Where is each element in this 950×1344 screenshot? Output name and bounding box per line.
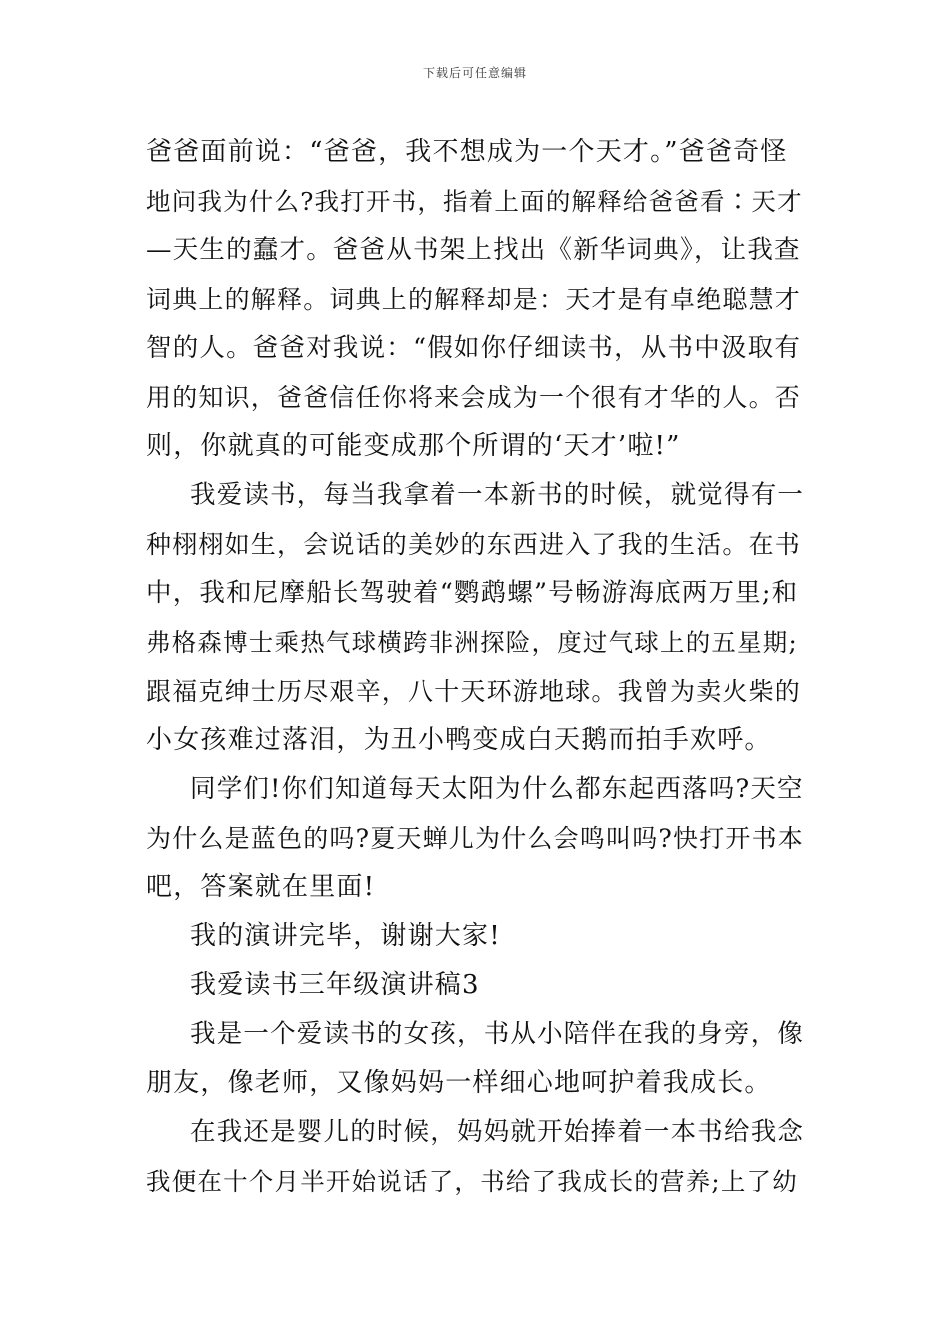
- text-line: 朋友，像老师，又像妈妈一样细心地呵护着我成长。: [146, 1068, 772, 1098]
- text-line: 我便在十个月半开始说话了，书给了我成长的营养;上了幼: [146, 1167, 798, 1196]
- text-line: 中，我和尼摩船长驾驶着“鹦鹉螺”号畅游海底两万里;和: [146, 578, 799, 608]
- page-header: 下载后可任意编辑: [422, 66, 527, 80]
- text-line: 用的知识，爸爸信任你将来会成为一个很有才华的人。否: [146, 383, 802, 412]
- text-line: 词典上的解释。词典上的解释却是：天才是有卓绝聪慧才: [146, 285, 802, 314]
- text-line: 种栩栩如生，会说话的美妙的东西进入了我的生活。在书: [146, 530, 802, 559]
- body-text: [146, 128, 806, 1206]
- text-line: 我爱读书，每当我拿着一本新书的时候，就觉得有一: [190, 480, 805, 510]
- text-line: 吧，答案就在里面!: [146, 872, 376, 902]
- text-line: 弗格森博士乘热气球横跨非洲探险，度过气球上的五星期;: [146, 628, 798, 657]
- text-line: 则，你就真的可能变成那个所谓的‘天才’啦!”: [146, 431, 681, 461]
- text-line: 我的演讲完毕，谢谢大家!: [190, 921, 501, 951]
- text-line: 爸爸面前说：“爸爸，我不想成为一个天才。”爸爸奇怪: [146, 137, 788, 167]
- section-title: 我爱读书三年级演讲稿3: [190, 970, 480, 1000]
- text-line: 在我还是婴儿的时候，妈妈就开始捧着一本书给我念: [190, 1117, 805, 1147]
- text-line: —天生的蠢才。爸爸从书架上找出《新华词典》，让我查: [146, 235, 801, 265]
- text-line: 智的人。爸爸对我说：“假如你仔细读书，从书中汲取有: [146, 333, 802, 363]
- text-line: 小女孩难过落泪，为丑小鸭变成白天鹅而拍手欢呼。: [146, 725, 772, 755]
- text-line: 为什么是蓝色的吗?夏天蝉儿为什么会鸣叫吗?快打开书本: [146, 824, 805, 853]
- text-line: 跟福克绅士历尽艰辛，八十天环游地球。我曾为卖火柴的: [146, 677, 802, 706]
- text-line: 地问我为什么?我打开书，指着上面的解释给爸爸看∶天才: [146, 187, 803, 216]
- text-line: 我是一个爱读书的女孩，书从小陪伴在我的身旁，像: [190, 1019, 805, 1049]
- text-line: 同学们!你们知道每天太阳为什么都东起西落吗?天空: [190, 774, 804, 804]
